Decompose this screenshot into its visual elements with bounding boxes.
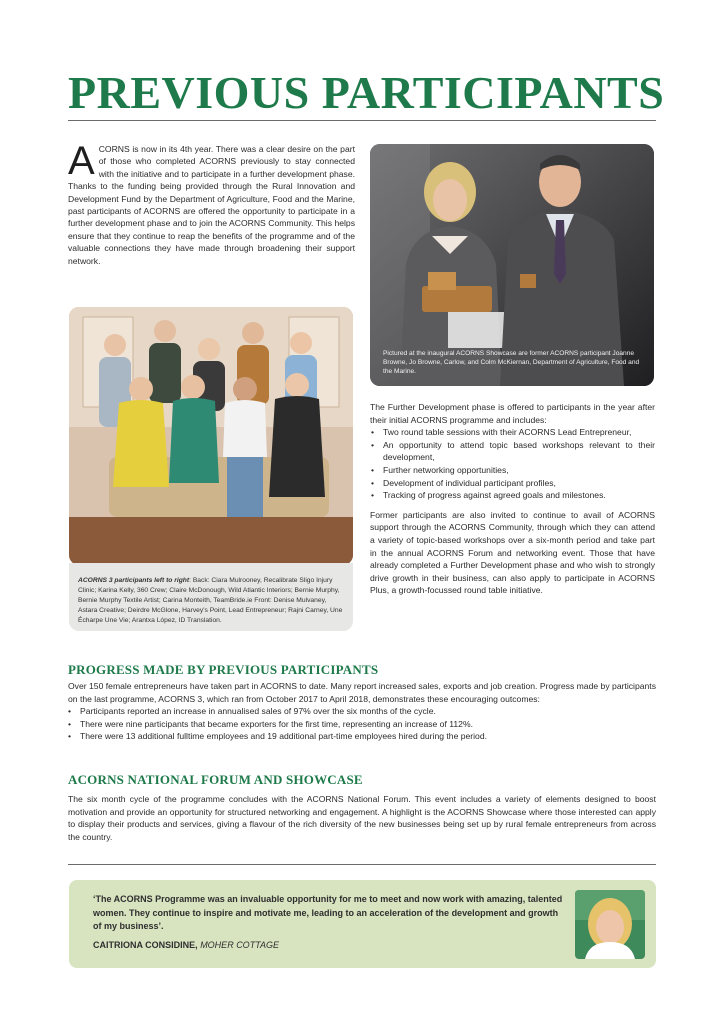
showcase-photo-caption: Pictured at the inaugural ACORNS Showcase are former ACORNS participant Joanne Browne, Jo Browne, Carlow, and Colm McKiernan, Department of Agriculture, Food and the Marine. [383,350,640,375]
testimonial-quote: ‘The ACORNS Programme was an invaluable opportunity for me to meet and now work with amazing, talented women. They continue to inspire and motivate me, leading to an acceleration of the development and growth of my business’. [93,894,563,932]
group-photo [69,307,353,565]
drop-cap: A [68,139,95,183]
list-item: • Development of individual participant profiles, [370,477,655,490]
group-photo-image [69,307,353,565]
author-company: MOHER COTTAGE [200,940,280,950]
group-caption-text: : Back: Ciara Mulrooney, Recalibrate Sligo Injury Clinic; Karina Kelly, 360 Crew; Claire McDonough, Wild Atlantic Interiors; Bernie Murphy, Bernie Murphy Textile Artist; Carina Monteith, TeamBride.ie Front: Denise Mulvaney, Astara Creative; Deirdre McGlone, Harvey's Point, Lead Entrepreneur; Rajni Carney, Une Écharpe Une Vie; Arantxa López, ID Translation. [78,577,343,624]
list-item: • An opportunity to attend topic based workshops relevant to their development, [370,439,655,464]
progress-section [68,680,656,743]
author-name: CAITRIONA CONSIDINE, [93,940,198,950]
testimonial-portrait [575,890,645,959]
forum-heading: ACORNS NATIONAL FORUM AND SHOWCASE [68,772,363,787]
section-divider [68,864,656,865]
further-development-list [370,426,655,502]
page-title: PREVIOUS PARTICIPANTS [68,67,665,118]
progress-heading: PROGRESS MADE BY PREVIOUS PARTICIPANTS [68,662,379,677]
progress-text: Over 150 female entrepreneurs have taken part in ACORNS to date. Many report increased sales, exports and job creation. Progress made by participants on the last programme, ACORNS 3, which ran from October 2017 to April 2018, demonstrates these encouraging outcomes: [68,681,656,704]
intro-paragraph [68,139,355,267]
further-development-paragraph: Former participants are also invited to continue to avail of ACORNS support through the ACORNS Community, through which they can attend a variety of topic-based workshops over a six-month period and take part in the annual ACORNS Forum and networking event. Those that have already completed a Further Development phase and who wish to strongly drive growth in their business, can also apply to participate in ACORNS Plus, a growth-focussed round table initiative. [370,509,655,596]
list-item: • There were nine participants that became exporters for the first time, representing an increase of 112%. [68,718,656,731]
list-item: • Participants reported an increase in annualised sales of 97% over the six months of the cycle. [68,705,656,718]
group-caption-lead: ACORNS 3 participants left to right [78,577,190,584]
intro-text: CORNS is now in its 4th year. There was a clear desire on the part of those who completed ACORNS previously to stay connected with the initiative and to participate in a further development phase. Thanks to the funding being provided through the Rural Innovation and Development Fund by the Department of Agriculture, Food and the Marine, past participants of ACORNS are offered the opportunity to participate in a further development phase and to join the ACORNS Community. This helps ensure that they continue to reap the benefits of the programme and of the valuable connections they have made through broadening their support network. [68,144,355,266]
avatar [575,890,645,959]
further-development-intro: The Further Development phase is offered to participants in the year after their initial ACORNS programme and includes: [370,402,655,425]
further-development-section [370,401,655,597]
list-item: • Tracking of progress against agreed goals and milestones. [370,489,655,502]
progress-list [68,705,656,743]
forum-text: The six month cycle of the programme concludes with the ACORNS National Forum. This event includes a variety of elements designed to boost motivation and provide an opportunity for structured networking and engagement. A highlight is the ACORNS Showcase where those interested can apply to display their products and services, giving a flavour of the rich diversity of the new businesses being set up by rural female entrepreneurs from across the country. [68,794,656,842]
list-item: • There were 13 additional fulltime employees and 19 additional part-time employees hired during the period. [68,730,656,743]
title-divider [68,120,656,121]
list-item: • Further networking opportunities, [370,464,655,477]
list-item: • Two round table sessions with their ACORNS Lead Entrepreneur, [370,426,655,439]
group-photo-caption [78,576,346,626]
testimonial-author [93,940,279,950]
